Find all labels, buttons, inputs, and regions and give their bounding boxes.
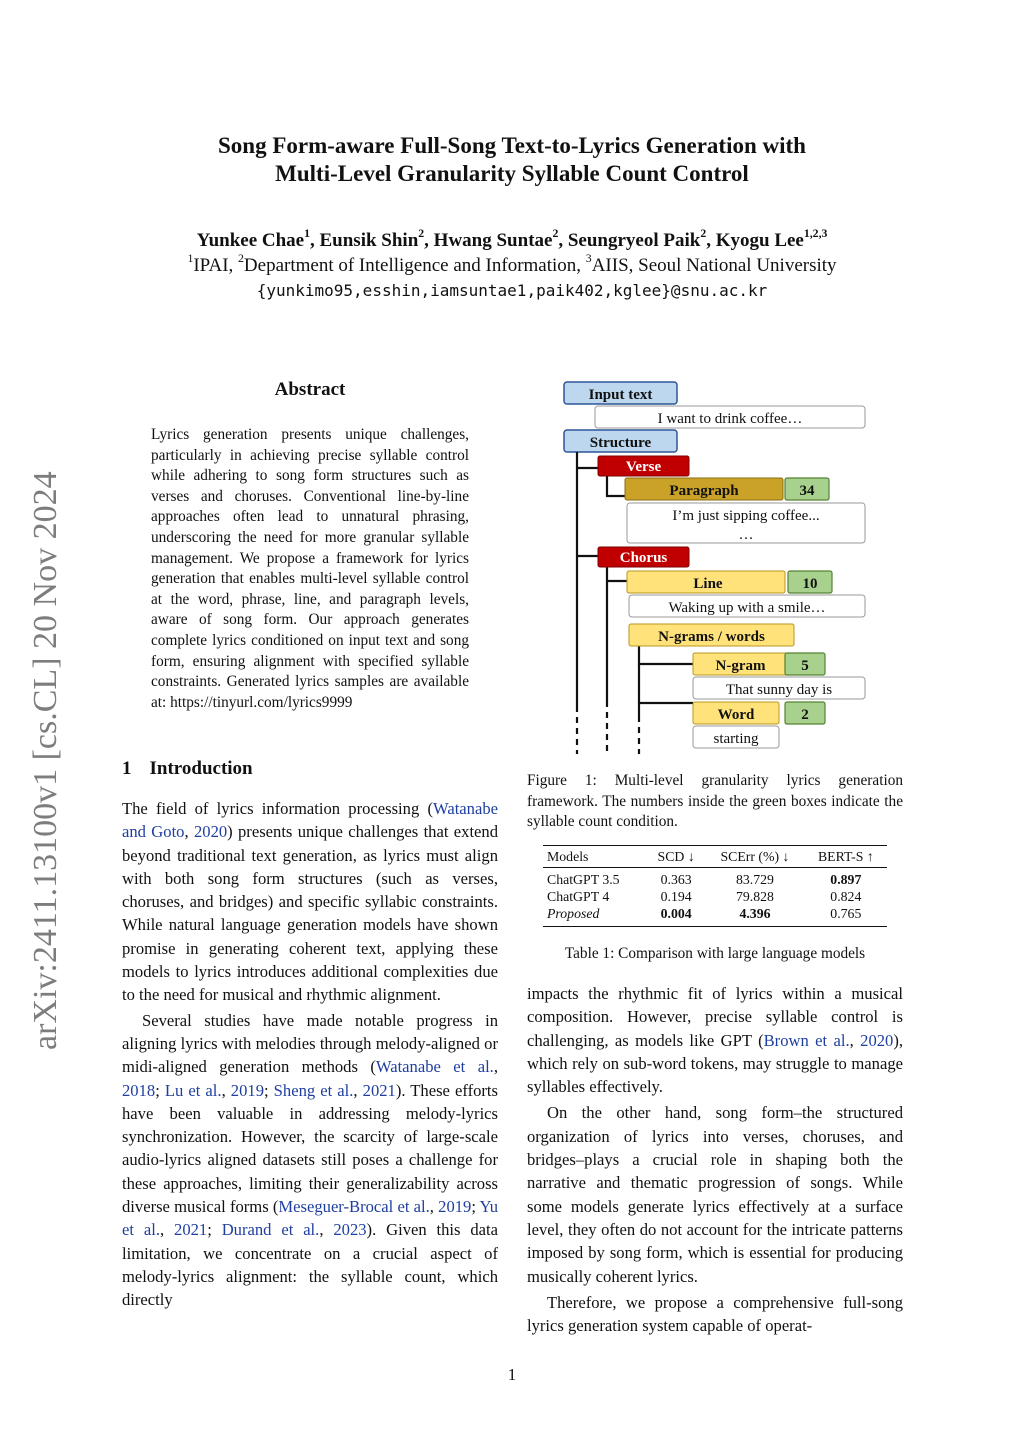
table-cell: 0.363 — [660, 872, 692, 887]
table-header: SCErr (%) ↓ — [705, 846, 804, 868]
paragraph-text: , — [159, 1220, 175, 1240]
paragraph-text: ; — [471, 1197, 480, 1217]
table-cell: ChatGPT 4 — [547, 889, 610, 904]
paragraph-syllable-count: 34 — [799, 483, 815, 499]
word-example: starting — [713, 731, 759, 747]
arxiv-stamp: arXiv:2411.13100v1 [cs.CL] 20 Nov 2024 — [27, 471, 64, 1050]
line-label: Line — [693, 576, 723, 592]
word-syllable-count: 2 — [801, 707, 809, 723]
affil-name: Department of Intelligence and Information — [243, 255, 577, 276]
page-number: 1 — [507, 1365, 517, 1384]
paragraph-example-line-2: … — [738, 527, 754, 543]
paragraph-text: On the other hand, song form–the structured organization of lyrics into verses, choruses, and bridges–plays a crucial role in shaping both the narrative and thematic progression of songs. While some models generate lyrics effectively at a surface level, they often do not account for the intricate patterns imposed by song form, which is essential for producing musically coherent lyrics. — [527, 1103, 903, 1286]
citation-link[interactable]: Watanabe and Goto — [122, 799, 498, 842]
paragraph-label: Paragraph — [669, 483, 739, 499]
paper-title — [0, 132, 1024, 188]
abstract-text: Lyrics generation presents unique challenges, particularly in achieving precise syllable control while adhering to song form structures such as verses and choruses. Conventional line-by-line approaches often lead to unnatural phrasing, underscoring the need for more granular syllable management. We propose a framework for lyrics generation that enables multi-level syllable control at the word, phrase, line, and paragraph levels, aware of song form. Our approach generates complete lyrics conditioned on input text and song form, ensuring alignment with specified syllable constraints. Generated lyrics samples are available at: https://tinyurl.com/lyrics9999 — [151, 426, 469, 711]
paragraph-text: , — [184, 822, 194, 842]
ngram-example: That sunny day is — [725, 682, 833, 698]
intro-right-column — [527, 982, 903, 1337]
ngram-label: N-gram — [715, 658, 766, 674]
line-syllable-count: 10 — [802, 576, 818, 592]
paragraph-text: , — [319, 1220, 334, 1240]
section-heading-introduction — [122, 758, 253, 780]
citation-link[interactable]: Watanabe et al. — [375, 1057, 494, 1077]
citation-link[interactable]: Durand et al. — [221, 1220, 320, 1240]
input-text-label: Input text — [588, 387, 653, 403]
affiliations: $^1$IPAI, $^2$Department of Intelligence and Information, $^3$AIIS, Seoul National University — [187, 251, 837, 276]
table-cell: 0.194 — [660, 889, 692, 904]
paragraph-text: , — [429, 1197, 439, 1217]
author-affil: 1,2,3 — [803, 226, 828, 240]
table-row — [543, 905, 887, 927]
table-cell: 0.765 — [830, 906, 862, 921]
affil-name: IPAI — [193, 255, 229, 276]
paragraph-text: The field of lyrics information processing ( — [122, 799, 433, 818]
table-header: BERT-S ↑ — [805, 846, 887, 868]
citation-link[interactable]: 2020 — [193, 822, 228, 842]
paragraph-text: , — [849, 1030, 861, 1050]
title-line-2: Multi-Level Granularity Syllable Count Control — [275, 161, 749, 186]
paragraph-text: impacts the rhythmic fit of lyrics within a musical composition. However, precise syllable control is challenging, as models like GPT ( — [527, 984, 903, 1050]
ngrams-words-label: N-grams / words — [658, 629, 765, 645]
paragraph-text: ). These efforts have been valuable in addressing melody-lyrics synchronization. However, the scarcity of large-scale audio-lyrics aligned datasets still poses a challenge for these approaches, limiting their generalizability across diverse musical forms ( — [122, 1080, 498, 1217]
citation-link[interactable]: 2023 — [333, 1220, 367, 1240]
chorus-label: Chorus — [619, 550, 668, 566]
table-1-caption: Table 1: Comparison with large language models — [564, 945, 866, 962]
figure-1-diagram — [555, 376, 875, 756]
results-table — [543, 845, 887, 927]
author-name: Kyogu Lee — [715, 230, 804, 251]
table-cell: 0.824 — [830, 889, 862, 904]
citation-link[interactable]: 2019 — [230, 1080, 264, 1100]
table-header-row — [543, 846, 887, 868]
author-name: Eunsik Shin — [319, 230, 419, 251]
verse-label: Verse — [625, 459, 662, 475]
table-row — [543, 868, 887, 889]
table-cell: 0.004 — [660, 906, 692, 921]
table-cell: 79.828 — [736, 889, 774, 904]
citation-link[interactable]: 2019 — [438, 1197, 472, 1217]
word-label: Word — [717, 707, 755, 723]
affil-name: AIIS, Seoul National University — [591, 255, 837, 276]
intro-left-column — [122, 797, 498, 1312]
author-name: Seungryeol Paik — [567, 230, 701, 251]
title-line-1: Song Form-aware Full-Song Text-to-Lyrics Generation with — [218, 133, 806, 158]
tree-dashed-connectors — [577, 701, 639, 754]
author-affil: 2 — [418, 226, 425, 240]
table-cell: 4.396 — [739, 906, 771, 921]
citation-link[interactable]: Lu et al. — [164, 1080, 222, 1100]
table-header: Models — [543, 846, 647, 868]
citation-link[interactable]: Brown et al. — [763, 1030, 850, 1050]
input-text-example: I want to drink coffee… — [657, 411, 803, 427]
paragraph-text: ), which rely on sub-word tokens, may struggle to manage syllables effectively. — [527, 1030, 904, 1097]
citation-link[interactable]: Sheng et al. — [273, 1080, 354, 1100]
paragraph-text: ; — [207, 1220, 222, 1240]
table-header: SCD ↓ — [647, 846, 705, 868]
figure-1-caption: Figure 1: Multi-level granularity lyrics generation framework. The numbers inside the green boxes indicate the syllable count condition. — [527, 772, 903, 831]
paragraph-text: ; — [155, 1080, 165, 1100]
intro-paragraph-2 — [122, 1009, 498, 1312]
ngram-syllable-count: 5 — [801, 658, 809, 674]
author-name: Yunkee Chae — [196, 230, 305, 251]
citation-link[interactable]: 2020 — [860, 1030, 894, 1050]
citation-link[interactable]: 2018 — [122, 1080, 156, 1100]
paragraph-example-line-1: I’m just sipping coffee... — [672, 508, 820, 524]
author-name: Hwang Suntae — [433, 230, 553, 251]
structure-label: Structure — [589, 435, 652, 451]
paragraph-text: ; — [263, 1080, 274, 1100]
author-affil: 2 — [700, 226, 707, 240]
paragraph-text: , — [221, 1080, 231, 1100]
intro-paragraph-2-continued — [527, 982, 903, 1098]
author-affil: 2 — [552, 226, 559, 240]
citation-link[interactable]: 2021 — [174, 1220, 208, 1240]
intro-paragraph-3 — [527, 1101, 903, 1287]
affil-num: 3 — [585, 251, 592, 265]
citation-link[interactable]: 2021 — [362, 1080, 396, 1100]
paragraph-text: , — [353, 1080, 363, 1100]
paragraph-text: ) presents unique challenges that extend beyond traditional text generation, as lyrics must align with both song form structures (such as verses, choruses, and bridges) and specific syllabic constraints. While natural language generation models have shown promise in generating coherent text, applying these models to lyrics introduces additional complexities due to the need for musical and rhythmic alignment. — [122, 822, 499, 1005]
section-title: Introduction — [149, 758, 253, 779]
table-cell: ChatGPT 3.5 — [547, 872, 620, 887]
intro-paragraph-1 — [122, 797, 498, 1007]
paragraph-text: Therefore, we propose a comprehensive full-song lyrics generation system capable of operat- — [527, 1292, 903, 1336]
intro-paragraph-4 — [527, 1291, 903, 1338]
table-cell: 83.729 — [736, 872, 774, 887]
line-example: Waking up with a smile… — [668, 600, 826, 616]
abstract-heading: Abstract — [274, 379, 346, 400]
author-email: {yunkimo95,esshin,iamsuntae1,paik402,kglee}@snu.ac.kr — [256, 281, 768, 300]
paragraph-text: Several studies have made notable progress in aligning lyrics with melodies through melody-aligned or midi-aligned generation methods ( — [122, 1010, 498, 1077]
citation-link[interactable]: Yu et al. — [122, 1197, 498, 1240]
author-affil: 1 — [304, 226, 310, 240]
affil-num: 2 — [238, 251, 244, 265]
affil-num: 1 — [187, 251, 194, 265]
table-cell: Proposed — [547, 906, 600, 921]
table-cell: 0.897 — [830, 872, 862, 887]
author-list: Yunkee Chae$^1$, Eunsik Shin$^2$, Hwang Suntae$^2$, Seungryeol Paik$^2$, Kyogu Lee$^{1,2,3}$ — [196, 226, 828, 251]
paragraph-text: , — [493, 1057, 498, 1077]
citation-link[interactable]: Meseguer-Brocal et al. — [278, 1197, 430, 1217]
paragraph-text: ). Given this data limitation, we concentrate on a crucial aspect of melody-lyrics alignment: the syllable count, which directly — [122, 1220, 499, 1310]
table-row — [543, 888, 887, 905]
section-number: 1 — [122, 758, 132, 779]
